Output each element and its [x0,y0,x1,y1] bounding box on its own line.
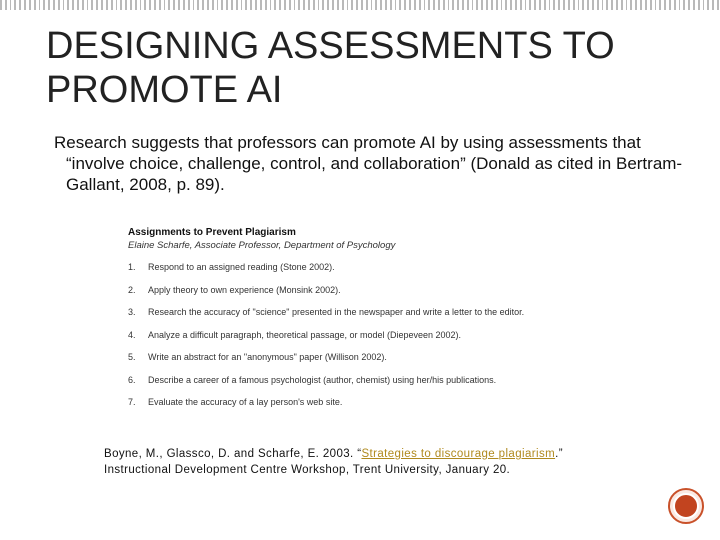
stripe-tick [578,0,580,10]
stripe-tick [332,0,334,10]
stripe-tick [414,0,416,10]
stripe-tick [193,0,195,10]
stripe-tick [501,0,503,10]
stripe-tick [568,0,570,10]
stripe-tick [347,0,349,10]
stripe-tick [274,0,276,10]
stripe-tick [43,0,45,10]
stripe-tick [96,0,98,10]
item-number: 5. [128,352,136,362]
stripe-tick [375,0,377,10]
stripe-tick [472,0,474,10]
stripe-tick [294,0,296,10]
stripe-tick [611,0,613,10]
stripe-tick [688,0,690,10]
stripe-tick [67,0,69,10]
stripe-tick [486,0,488,10]
stripe-tick [72,0,74,10]
stripe-tick [390,0,392,10]
stripe-tick [515,0,517,10]
stripe-tick [664,0,666,10]
stripe-tick [510,0,512,10]
stripe-tick [525,0,527,10]
stripe-tick [573,0,575,10]
stripe-tick [226,0,228,10]
item-number: 2. [128,284,136,295]
stripe-tick [270,0,272,10]
stripe-tick [650,0,652,10]
list-item [128,375,598,398]
stripe-tick [476,0,478,10]
stripe-tick [212,0,214,10]
stripe-tick [327,0,329,10]
figure-heading: Assignments to Prevent Plagiarism [128,227,296,238]
stripe-tick [481,0,483,10]
stripe-tick [438,0,440,10]
stripe-tick [87,0,89,10]
stripe-tick [217,0,219,10]
stripe-tick [53,0,55,10]
stripe-tick [712,0,714,10]
stripe-tick [91,0,93,10]
stripe-tick [284,0,286,10]
stripe-tick [553,0,555,10]
stripe-tick [289,0,291,10]
stripe-tick [630,0,632,10]
stripe-tick [149,0,151,10]
stripe-tick [582,0,584,10]
stripe-tick [520,0,522,10]
list-item [128,397,598,420]
stripe-tick [534,0,536,10]
stripe-tick [655,0,657,10]
stripe-tick [183,0,185,10]
stripe-tick [135,0,137,10]
stripe-tick [29,0,31,10]
stripe-tick [674,0,676,10]
stripe-tick [433,0,435,10]
stripe-tick [409,0,411,10]
stripe-tick [221,0,223,10]
stripe-tick [173,0,175,10]
slide-title-line-1: DESIGNING ASSESSMENTS TO [46,25,615,67]
item-text: Analyze a difficult paragraph, theoretical passage, or model (Diepeveen 2002). [148,329,462,340]
stripe-tick [0,0,2,10]
stripe-tick [106,0,108,10]
stripe-tick [10,0,12,10]
stripe-tick [250,0,252,10]
stripe-tick [448,0,450,10]
stripe-tick [101,0,103,10]
stripe-tick [626,0,628,10]
list-item [128,285,598,308]
stripe-tick [404,0,406,10]
stripe-tick [58,0,60,10]
stripe-tick [544,0,546,10]
stripe-tick [39,0,41,10]
stripe-tick [395,0,397,10]
stripe-tick [77,0,79,10]
stripe-tick [549,0,551,10]
stripe-tick [125,0,127,10]
stripe-tick [197,0,199,10]
stripe-tick [558,0,560,10]
stripe-tick [452,0,454,10]
stripe-tick [342,0,344,10]
stripe-tick [669,0,671,10]
stripe-tick [168,0,170,10]
list-item [128,262,598,285]
item-number: 6. [128,374,136,385]
stripe-tick [428,0,430,10]
stripe-tick [462,0,464,10]
figure-subheading: Elaine Scharfe, Associate Professor, Department of Psychology [128,240,396,251]
stripe-tick [144,0,146,10]
stripe-tick [5,0,7,10]
item-text: Evaluate the accuracy of a lay person's web site. [148,397,343,407]
stripe-tick [717,0,719,10]
item-number: 3. [128,307,136,317]
stripe-tick [563,0,565,10]
stripe-tick [34,0,36,10]
stripe-tick [188,0,190,10]
stripe-tick [457,0,459,10]
circle-icon [673,493,699,519]
stripe-tick [245,0,247,10]
item-number: 4. [128,329,136,340]
stripe-tick [241,0,243,10]
stripe-tick [640,0,642,10]
stripe-tick [255,0,257,10]
stripe-tick [597,0,599,10]
stripe-tick [207,0,209,10]
stripe-tick [491,0,493,10]
stripe-tick [231,0,233,10]
stripe-tick [24,0,26,10]
item-text: Write an abstract for an "anonymous" paper (Willison 2002). [148,352,387,362]
stripe-tick [111,0,113,10]
stripe-tick [159,0,161,10]
stripe-tick [351,0,353,10]
item-text: Research the accuracy of "science" presented in the newspaper and write a letter to the editor. [148,307,525,317]
stripe-tick [645,0,647,10]
assignment-list [128,262,598,420]
stripe-tick [202,0,204,10]
slide-title-line-2: PROMOTE AI [46,69,283,111]
stripe-tick [679,0,681,10]
stripe-tick [707,0,709,10]
stripe-tick [322,0,324,10]
slide-nav-button[interactable] [668,488,704,524]
citation-prefix: Boyne, M., Glassco, D. and Scharfe, E. 2003. “ [104,448,362,460]
stripe-tick [318,0,320,10]
assignments-figure [128,226,598,416]
stripe-tick [303,0,305,10]
stripe-tick [616,0,618,10]
stripe-tick [120,0,122,10]
stripe-tick [371,0,373,10]
stripe-tick [659,0,661,10]
stripe-tick [496,0,498,10]
stripe-tick [116,0,118,10]
stripe-tick [703,0,705,10]
slide-body-text: Research suggests that professors can promote AI by using assessments that “involve choice, challenge, control, and collaboration” (Donald as cited in Bertram-Gallant, 2008, p. 89). [54,133,683,194]
stripe-tick [419,0,421,10]
item-text: Describe a career of a famous psychologist (author, chemist) using her/his publications. [148,374,497,385]
item-number: 1. [128,262,136,272]
stripe-tick [399,0,401,10]
list-item [128,330,598,353]
citation [104,446,574,478]
stripe-tick [337,0,339,10]
stripe-tick [260,0,262,10]
stripe-tick [279,0,281,10]
stripe-tick [178,0,180,10]
stripe-tick [366,0,368,10]
stripe-tick [443,0,445,10]
stripe-tick [361,0,363,10]
stripe-tick [356,0,358,10]
citation-suffix: .” Instructional Development Centre Workshop, Trent University, January 20. [104,448,563,476]
stripe-tick [298,0,300,10]
stripe-tick [308,0,310,10]
list-item [128,307,598,330]
stripe-tick [154,0,156,10]
stripe-tick [683,0,685,10]
top-decorative-stripe [0,0,720,10]
stripe-tick [592,0,594,10]
stripe-tick [424,0,426,10]
stripe-tick [63,0,65,10]
stripe-tick [236,0,238,10]
stripe-tick [606,0,608,10]
stripe-tick [265,0,267,10]
stripe-tick [539,0,541,10]
stripe-tick [698,0,700,10]
stripe-tick [505,0,507,10]
stripe-tick [140,0,142,10]
slide-title [46,24,696,112]
stripe-tick [19,0,21,10]
stripe-tick [693,0,695,10]
stripe-tick [313,0,315,10]
stripe-tick [82,0,84,10]
stripe-tick [621,0,623,10]
stripe-tick [48,0,50,10]
stripe-tick [380,0,382,10]
stripe-tick [602,0,604,10]
stripe-tick [164,0,166,10]
item-text: Apply theory to own experience (Monsink 2002). [148,284,341,295]
stripe-tick [385,0,387,10]
item-number: 7. [128,397,136,407]
item-text: Respond to an assigned reading (Stone 2002). [148,262,335,272]
stripe-tick [529,0,531,10]
stripe-tick [635,0,637,10]
stripe-tick [14,0,16,10]
list-item [128,352,598,375]
stripe-tick [130,0,132,10]
citation-link[interactable]: Strategies to discourage plagiarism [361,448,556,460]
stripe-tick [467,0,469,10]
stripe-tick [587,0,589,10]
